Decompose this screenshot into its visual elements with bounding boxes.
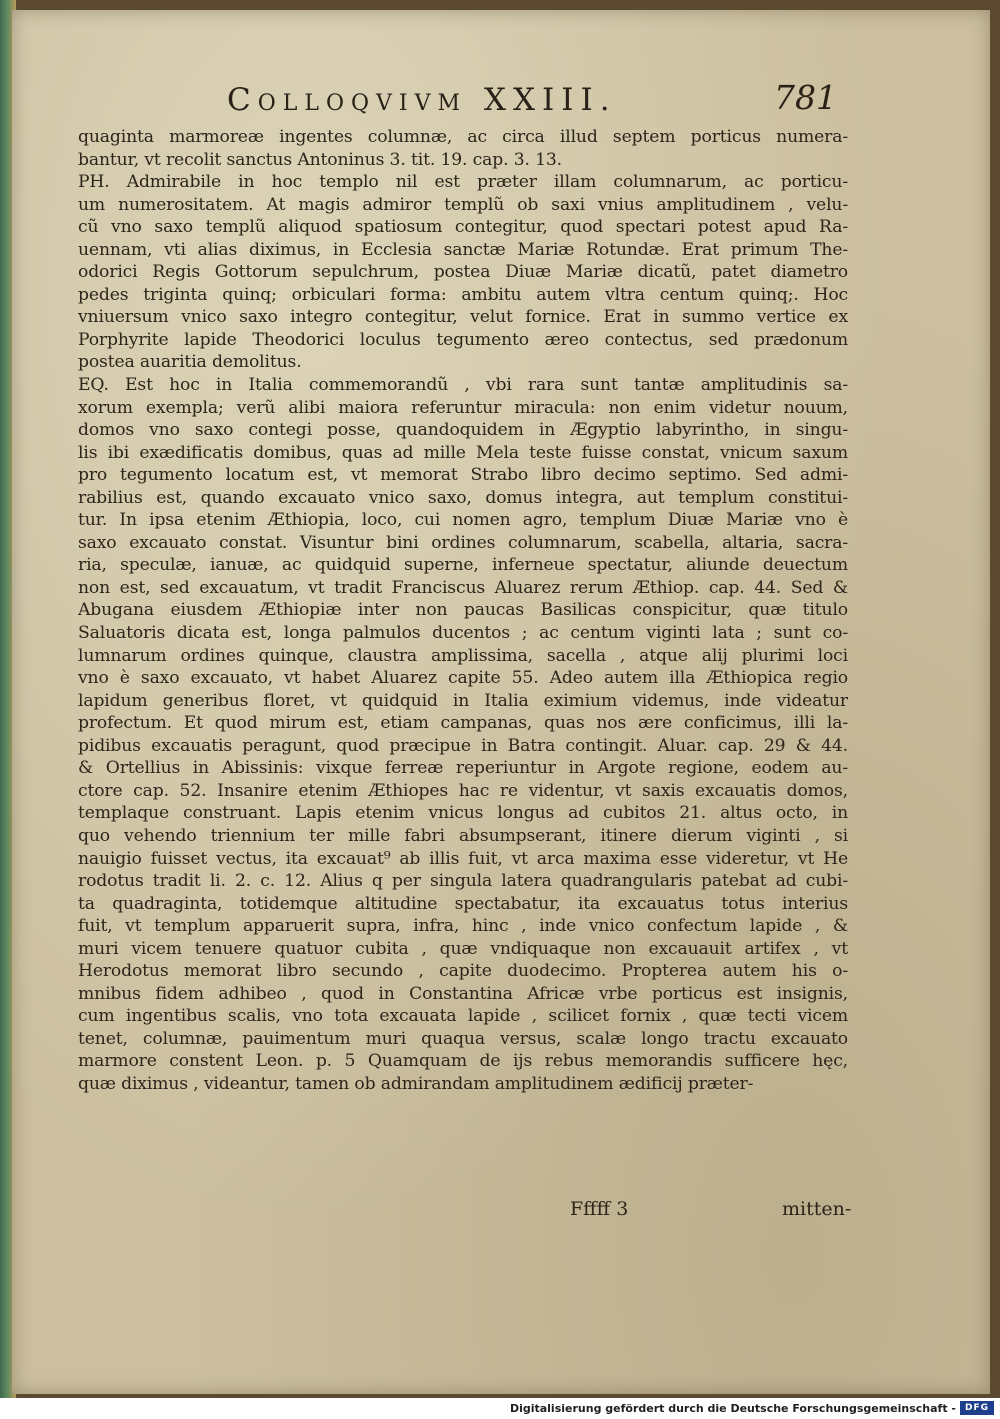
text-line: tur. In ipsa etenim Æthiopia, loco, cui nomen agro, templum Diuæ Mariæ vno è bbox=[78, 510, 848, 531]
text-line: PH. Admirabile in hoc templo nil est præter illam columnarum, ac porticu- bbox=[78, 172, 848, 193]
page-footer bbox=[12, 1198, 990, 1230]
text-line: Saluatoris dicata est, longa palmulos ducentos ; ac centum viginti lata ; sunt co- bbox=[78, 623, 848, 644]
text-line: ria, speculæ, ianuæ, ac quidquid superne, inferneue spectatur, aliunde deuectum bbox=[78, 555, 848, 576]
text-line: pro tegumento locatum est, vt memorat Strabo libro decimo septimo. Sed admi- bbox=[78, 465, 848, 486]
text-line: quaginta marmoreæ ingentes columnæ, ac circa illud septem porticus numera- bbox=[78, 127, 848, 147]
text-line: Herodotus memorat libro secundo , capite duodecimo. Propterea autem his o- bbox=[78, 961, 848, 982]
body-text bbox=[78, 126, 848, 1226]
text-line: rabilius est, quando excauato vnico saxo, domus integra, aut templum constitui- bbox=[78, 487, 848, 508]
text-line: marmore constent Leon. p. 5 Quamquam de ijs rebus memorandis sufficere hęc, bbox=[78, 1051, 848, 1072]
text-line: non est, sed excauatum, vt tradit Franciscus Aluarez rerum Æthiop. cap. 44. Sed & bbox=[78, 577, 848, 598]
dfg-logo: DFG bbox=[960, 1401, 994, 1415]
text-line: muri vicem tenuere quatuor cubita , quæ vndiquaque non excauauit artifex , vt bbox=[78, 938, 848, 959]
page-header bbox=[12, 78, 990, 128]
text-line: rodotus tradit li. 2. c. 12. Alius q per singula latera quadrangularis patebat ad cubi- bbox=[78, 871, 848, 892]
text-line: vno è saxo excauato, vt habet Aluarez capite 55. Adeo autem illa Æthiopica regio bbox=[78, 668, 848, 689]
digitization-credit: Digitalisierung gefördert durch die Deutsche Forschungsgemeinschaft - bbox=[509, 1402, 956, 1415]
text-line: profectum. Et quod mirum est, etiam campanas, quas nos ære conficimus, illi la- bbox=[78, 713, 848, 734]
text-line: bantur, vt recolit sanctus Antoninus 3. tit. 19. cap. 3. 13. bbox=[78, 149, 562, 170]
text-line: templaque construant. Lapis etenim vnicus longus ad cubitos 21. altus octo, in bbox=[78, 803, 848, 824]
book-page bbox=[12, 10, 990, 1394]
text-line: Abugana eiusdem Æthiopiæ inter non paucas Basilicas conspicitur, quæ titulo bbox=[78, 600, 848, 621]
text-line: EQ. Est hoc in Italia commemorandũ , vbi rara sunt tantæ amplitudinis sa- bbox=[78, 375, 848, 396]
text-line: pedes triginta quinq; orbiculari forma: ambitu autem vltra centum quinq;. Hoc bbox=[78, 284, 848, 305]
text-line: mnibus fidem adhibeo , quod in Constantina Africæ vrbe porticus est insignis, bbox=[78, 983, 848, 1004]
text-line: odorici Regis Gottorum sepulchrum, postea Diuæ Mariæ dicatũ, patet diametro bbox=[78, 262, 848, 283]
text-line: quo vehendo triennium ter mille fabri absumpserant, itinere dierum viginti , si bbox=[78, 825, 848, 846]
text-line: postea auaritia demolitus. bbox=[78, 352, 302, 373]
text-line: ctore cap. 52. Insanire etenim Æthiopes hac re videntur, vt saxis excauatis domos, bbox=[78, 780, 848, 801]
text-line: lapidum generibus floret, vt quidquid in Italia eximium videmus, inde videatur bbox=[78, 690, 848, 711]
text-line: Porphyrite lapide Theodorici loculus tegumento æreo contectus, sed prædonum bbox=[78, 329, 848, 350]
text-line: & Ortellius in Abissinis: vixque ferreæ reperiuntur in Argote regione, eodem au- bbox=[78, 758, 848, 779]
catchword: mitten- bbox=[782, 1198, 852, 1220]
text-line: domos vno saxo contegi posse, quandoquidem in Ægyptio labyrintho, in singu- bbox=[78, 420, 848, 441]
text-line: cum ingentibus scalis, vno tota excauata lapide , scilicet fornix , quæ tecti vicem bbox=[78, 1006, 848, 1027]
text-line: fuit, vt templum apparuerit supra, infra, hinc , inde vnico confectum lapide , & bbox=[78, 916, 848, 937]
text-line: lumnarum ordines quinque, claustra amplissima, sacella , atque alij plurimi loci bbox=[78, 645, 848, 666]
text-line: cũ vno saxo templũ aliquod spatiosum contegitur, quod spectari potest apud Ra- bbox=[78, 217, 848, 238]
page-number: 781 bbox=[774, 78, 837, 117]
text-line: nauigio fuisset vectus, ita excauat⁹ ab illis fuit, vt arca maxima esse videretur, vt He bbox=[78, 848, 848, 869]
running-head: Colloqvivm XXIII. bbox=[227, 82, 617, 118]
text-line: tenet, columnæ, pauimentum muri quaqua versus, scalæ longo tractu excauato bbox=[78, 1028, 848, 1049]
text-line: xorum exempla; verũ alibi maiora referuntur miracula: non enim videtur nouum, bbox=[78, 397, 848, 418]
text-line: vniuersum vnico saxo integro contegitur, velut fornice. Erat in summo vertice ex bbox=[78, 307, 848, 328]
text-line: saxo excauato constat. Visuntur bini ordines columnarum, scabella, altaria, sacra- bbox=[78, 532, 848, 553]
text-line: pidibus excauatis peragunt, quod præcipue in Batra contingit. Aluar. cap. 29 & 44. bbox=[78, 735, 848, 756]
text-line: uennam, vti alias diximus, in Ecclesia sanctæ Mariæ Rotundæ. Erat primum The- bbox=[78, 239, 848, 260]
text-line: lis ibi exædificatis domibus, quas ad mille Mela teste fuisse constat, vnicum saxum bbox=[78, 442, 848, 463]
text-line: ta quadraginta, totidemque altitudine spectabatur, ita excauatus totus interius bbox=[78, 893, 848, 914]
text-line: quæ diximus , videantur, tamen ob admirandam amplitudinem ædificij præter- bbox=[78, 1073, 754, 1094]
signature-mark: Fffff 3 bbox=[570, 1198, 629, 1220]
text-line: um numerositatem. At magis admiror templũ ob saxi vnius amplitudinem , velu- bbox=[78, 194, 848, 215]
